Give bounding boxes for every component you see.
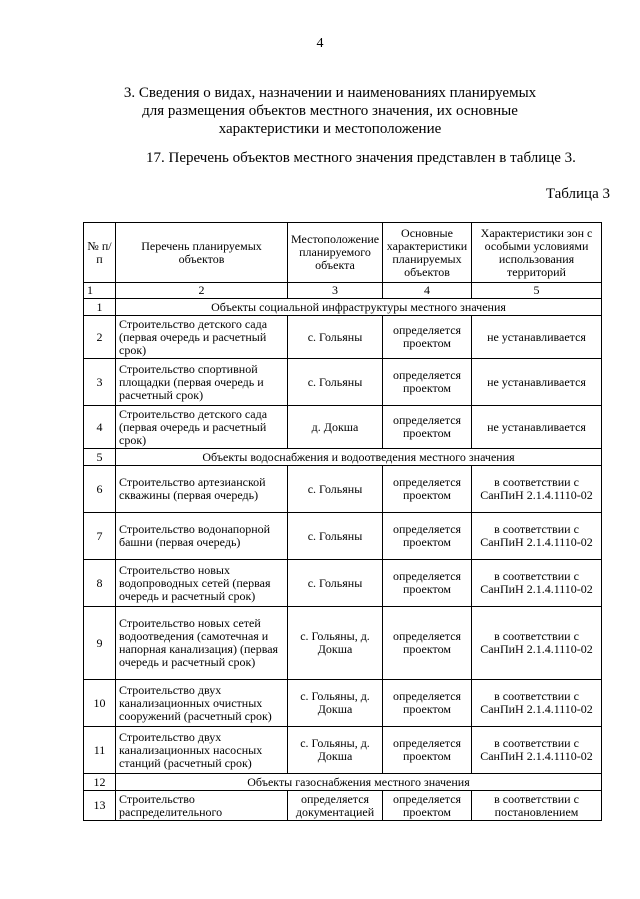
row-number: 7 — [84, 513, 116, 560]
characteristics-cell: определяется проектом — [383, 680, 472, 727]
object-cell: Строительство распределительного — [116, 791, 288, 821]
zones-cell: не устанавливается — [472, 359, 602, 406]
column-index: 2 — [116, 283, 288, 299]
location-cell: с. Гольяны, д. Докша — [288, 727, 383, 774]
zones-cell: в соответствии с постановлением — [472, 791, 602, 821]
row-number: 10 — [84, 680, 116, 727]
location-cell: д. Докша — [288, 406, 383, 449]
row-number: 5 — [84, 449, 116, 466]
intro-paragraph: 17. Перечень объектов местного значения представлен в таблице 3. — [146, 150, 576, 166]
row-number: 8 — [84, 560, 116, 607]
group-title: Объекты водоснабжения и водоотведения местного значения — [116, 449, 602, 466]
row-number: 2 — [84, 316, 116, 359]
section-heading-line: для размещения объектов местного значения, их основные — [142, 103, 518, 119]
location-cell: с. Гольяны — [288, 316, 383, 359]
zones-cell: в соответствии с СанПиН 2.1.4.1110-02 — [472, 680, 602, 727]
object-cell: Строительство спортивной площадки (первая очередь и расчетный срок) — [116, 359, 288, 406]
column-index: 1 — [84, 283, 116, 299]
group-title: Объекты газоснабжения местного значения — [116, 774, 602, 791]
object-cell: Строительство детского сада (первая очередь и расчетный срок) — [116, 406, 288, 449]
location-cell: с. Гольяны — [288, 466, 383, 513]
header-object: Перечень планируемых объектов — [116, 223, 288, 283]
table-row — [84, 406, 602, 449]
zones-cell: не устанавливается — [472, 406, 602, 449]
row-number: 9 — [84, 607, 116, 680]
table-row — [84, 727, 602, 774]
table-row — [84, 466, 602, 513]
header-characteristics: Основные характеристики планируемых объектов — [383, 223, 472, 283]
characteristics-cell: определяется проектом — [383, 466, 472, 513]
header-zones: Характеристики зон с особыми условиями использования территорий — [472, 223, 602, 283]
group-row — [84, 449, 602, 466]
table-row — [84, 607, 602, 680]
objects-table — [83, 222, 602, 821]
location-cell: определяется документацией — [288, 791, 383, 821]
header-location: Местоположение планируемого объекта — [288, 223, 383, 283]
row-number: 4 — [84, 406, 116, 449]
page-number: 4 — [316, 36, 324, 51]
zones-cell: в соответствии с СанПиН 2.1.4.1110-02 — [472, 607, 602, 680]
section-heading — [110, 84, 550, 138]
characteristics-cell: определяется проектом — [383, 359, 472, 406]
location-cell: с. Гольяны — [288, 513, 383, 560]
object-cell: Строительство водонапорной башни (первая очередь) — [116, 513, 288, 560]
characteristics-cell: определяется проектом — [383, 727, 472, 774]
location-cell: с. Гольяны, д. Докша — [288, 607, 383, 680]
table-caption: Таблица 3 — [545, 186, 610, 202]
row-number: 11 — [84, 727, 116, 774]
row-number: 12 — [84, 774, 116, 791]
row-number: 3 — [84, 359, 116, 406]
location-cell: с. Гольяны — [288, 359, 383, 406]
table-row — [84, 791, 602, 821]
row-number: 1 — [84, 299, 116, 316]
zones-cell: в соответствии с СанПиН 2.1.4.1110-02 — [472, 466, 602, 513]
object-cell: Строительство новых водопроводных сетей (первая очередь и расчетный срок) — [116, 560, 288, 607]
column-index: 5 — [472, 283, 602, 299]
object-cell: Строительство детского сада (первая очередь и расчетный срок) — [116, 316, 288, 359]
zones-cell: в соответствии с СанПиН 2.1.4.1110-02 — [472, 560, 602, 607]
zones-cell: не устанавливается — [472, 316, 602, 359]
table-row — [84, 359, 602, 406]
object-cell: Строительство двух канализационных очистных сооружений (расчетный срок) — [116, 680, 288, 727]
column-index: 4 — [383, 283, 472, 299]
location-cell: с. Гольяны — [288, 560, 383, 607]
section-heading-line: 3. Сведения о видах, назначении и наименованиях планируемых — [123, 85, 537, 101]
characteristics-cell: определяется проектом — [383, 560, 472, 607]
characteristics-cell: определяется проектом — [383, 513, 472, 560]
row-number: 13 — [84, 791, 116, 821]
header-num: № п/п — [84, 223, 116, 283]
table-header-row — [84, 223, 602, 283]
table-row — [84, 316, 602, 359]
object-cell: Строительство артезианской скважины (первая очередь) — [116, 466, 288, 513]
table-row — [84, 560, 602, 607]
zones-cell: в соответствии с СанПиН 2.1.4.1110-02 — [472, 513, 602, 560]
object-cell: Строительство новых сетей водоотведения (самотечная и напорная канализация) (первая очередь и расчетный срок) — [116, 607, 288, 680]
characteristics-cell: определяется проектом — [383, 316, 472, 359]
table-row — [84, 680, 602, 727]
group-row — [84, 774, 602, 791]
characteristics-cell: определяется проектом — [383, 791, 472, 821]
location-cell: с. Гольяны, д. Докша — [288, 680, 383, 727]
table-row — [84, 513, 602, 560]
zones-cell: в соответствии с СанПиН 2.1.4.1110-02 — [472, 727, 602, 774]
column-index-row — [84, 283, 602, 299]
column-index: 3 — [288, 283, 383, 299]
characteristics-cell: определяется проектом — [383, 406, 472, 449]
characteristics-cell: определяется проектом — [383, 607, 472, 680]
object-cell: Строительство двух канализационных насосных станций (расчетный срок) — [116, 727, 288, 774]
group-title: Объекты социальной инфраструктуры местного значения — [116, 299, 602, 316]
section-heading-line: характеристики и местоположение — [218, 121, 442, 137]
group-row — [84, 299, 602, 316]
row-number: 6 — [84, 466, 116, 513]
